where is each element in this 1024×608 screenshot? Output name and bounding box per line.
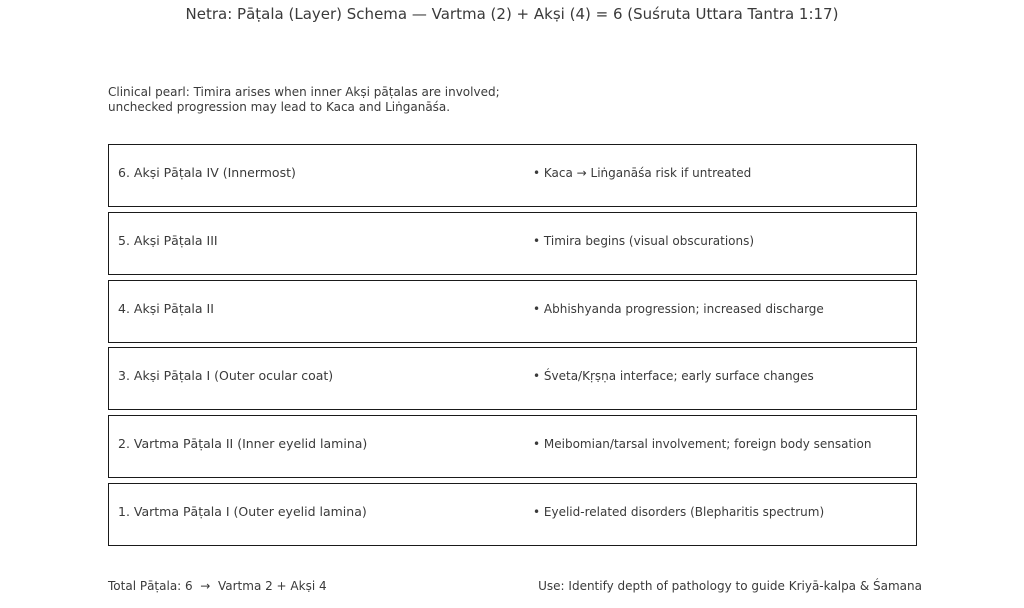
layer-note: • Eyelid-related disorders (Blepharitis spectrum) [533,505,825,519]
clinical-pearl [108,85,500,114]
layer-box-1 [108,483,917,546]
layer-note: • Timira begins (visual obscurations) [533,234,755,248]
layer-note: • Kaca → Liṅganāśa risk if untreated [533,166,752,180]
layer-box-6 [108,144,917,207]
total-layers-summary: Total Pāṭala: 6 → Vartma 2 + Akṣi 4 [108,579,327,593]
layer-name: 5. Akṣi Pāṭala III [118,233,218,248]
diagram-title: Netra: Pāṭala (Layer) Schema — Vartma (2) + Akṣi (4) = 6 (Suśruta Uttara Tantra 1:17) [185,5,839,23]
layer-name: 4. Akṣi Pāṭala II [118,301,214,316]
clinical-pearl-line-1: Clinical pearl: Timira arises when inner Akṣi pāṭalas are involved; [108,85,500,99]
layer-box-2 [108,415,917,478]
layer-name: 1. Vartma Pāṭala I (Outer eyelid lamina) [118,504,367,519]
layer-name: 6. Akṣi Pāṭala IV (Innermost) [118,165,296,180]
usage-note: Use: Identify depth of pathology to guide Kriyā-kalpa & Śamana [538,579,922,593]
layer-box-4 [108,280,917,343]
layer-box-5 [108,212,917,275]
layer-note: • Śveta/Kṛṣṇa interface; early surface changes [533,369,814,383]
layer-box-3 [108,347,917,410]
layer-name: 2. Vartma Pāṭala II (Inner eyelid lamina) [118,436,368,451]
layer-name: 3. Akṣi Pāṭala I (Outer ocular coat) [118,368,334,383]
layer-note: • Meibomian/tarsal involvement; foreign body sensation [533,437,872,451]
layer-note: • Abhishyanda progression; increased discharge [533,302,824,316]
clinical-pearl-line-2: unchecked progression may lead to Kaca and Liṅganāśa. [108,99,451,114]
